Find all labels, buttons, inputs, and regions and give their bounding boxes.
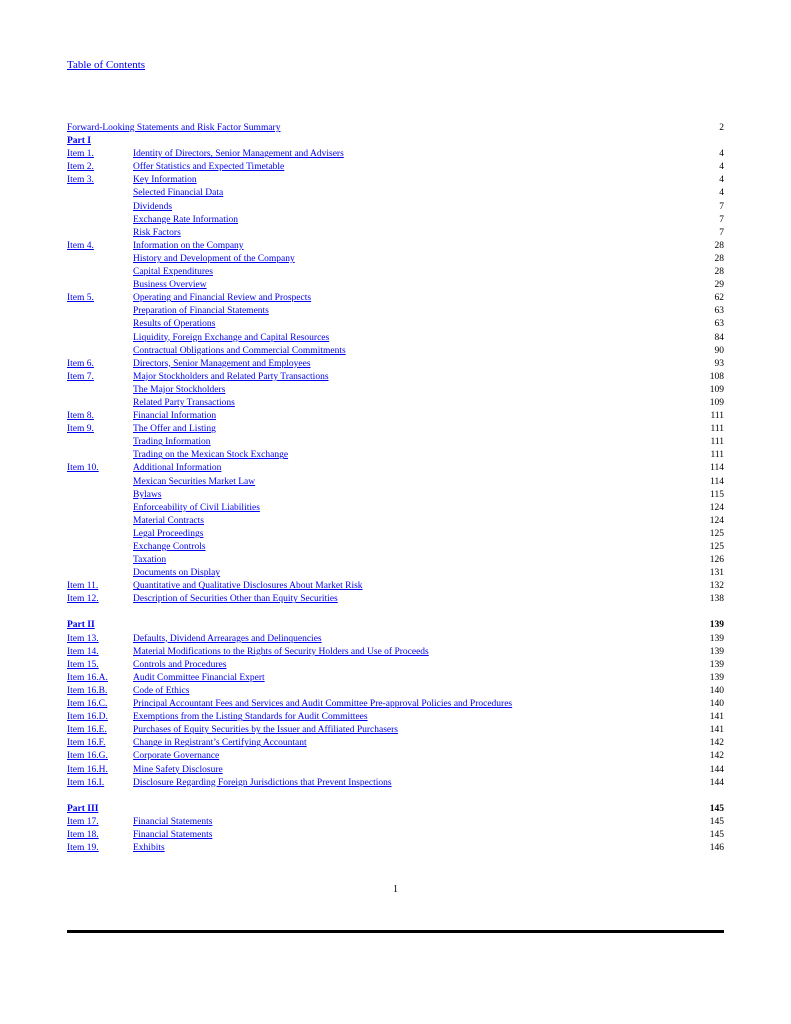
toc-row xyxy=(67,332,724,345)
toc-title-link[interactable]: Operating and Financial Review and Prospects xyxy=(133,293,312,304)
toc-page-number: 146 xyxy=(709,842,724,853)
toc-row xyxy=(67,462,724,475)
toc-title-link[interactable]: Key Information xyxy=(133,175,197,186)
toc-page-number: 63 xyxy=(714,306,724,317)
toc-row xyxy=(67,515,724,528)
toc-link-forward-looking[interactable]: Forward-Looking Statements and Risk Factor Summary xyxy=(67,123,281,133)
toc-row xyxy=(67,240,724,253)
toc-item-link[interactable]: Item 16.I. xyxy=(67,777,105,788)
toc-row xyxy=(67,489,724,502)
toc-item-link[interactable]: Item 14. xyxy=(67,646,99,657)
toc-row xyxy=(67,384,724,397)
toc-page-number: 124 xyxy=(709,515,724,526)
toc-page-number: 139 xyxy=(709,659,724,670)
toc-row xyxy=(67,646,724,659)
toc-title-link[interactable]: Results of Operations xyxy=(133,319,216,330)
part-3-rows xyxy=(67,816,724,855)
toc-title-link[interactable]: Exchange Controls xyxy=(133,542,206,552)
toc-title-link[interactable]: Selected Financial Data xyxy=(133,188,224,199)
toc-item-link[interactable]: Item 16.E. xyxy=(67,725,107,736)
toc-title-link[interactable]: Enforceability of Civil Liabilities xyxy=(133,502,260,513)
toc-page-number: 139 xyxy=(709,672,724,683)
toc-page-number: 140 xyxy=(709,685,724,696)
toc-row xyxy=(67,292,724,305)
toc-page-number: 4 xyxy=(719,188,724,199)
toc-title-link[interactable]: Financial Information xyxy=(133,411,217,422)
table-of-contents-link[interactable]: Table of Contents xyxy=(67,59,146,71)
toc-row xyxy=(67,279,724,292)
toc-page-number: 145 xyxy=(709,816,724,827)
toc-item-link[interactable]: Item 4. xyxy=(67,240,94,251)
toc-page-number: 139 xyxy=(709,633,724,644)
toc-row xyxy=(67,305,724,318)
toc-page-number: 125 xyxy=(709,542,724,552)
part-3-heading-row xyxy=(67,803,724,816)
toc-title-link[interactable]: Material Contracts xyxy=(133,515,204,526)
toc-item-link[interactable]: Item 10. xyxy=(67,463,99,474)
toc-page-number: 125 xyxy=(709,528,724,539)
toc-row xyxy=(67,659,724,672)
toc-row xyxy=(67,816,724,829)
toc-page-number: 115 xyxy=(710,489,724,500)
toc-title-link[interactable]: Identity of Directors, Senior Management and Advisers xyxy=(133,149,344,160)
toc-title-link[interactable]: Preparation of Financial Statements xyxy=(133,306,269,317)
toc-page-number: 93 xyxy=(714,358,724,369)
toc-page-number: 138 xyxy=(709,594,724,605)
toc-page-number: 4 xyxy=(719,149,724,160)
toc-title-link[interactable]: History and Development of the Company xyxy=(133,253,295,264)
toc-title-link[interactable]: Exchange Rate Information xyxy=(133,214,238,225)
toc-title-link[interactable]: Directors, Senior Management and Employees xyxy=(133,358,311,369)
toc-page-number: 144 xyxy=(709,764,724,775)
toc-page-number: 111 xyxy=(710,411,724,422)
toc-item-link[interactable]: Item 18. xyxy=(67,829,99,840)
toc-title-link[interactable]: Documents on Display xyxy=(133,568,221,579)
toc-item-link[interactable]: Item 16.F. xyxy=(67,738,106,749)
toc-title-link[interactable]: Business Overview xyxy=(133,280,207,291)
toc-title-link[interactable]: The Major Stockholders xyxy=(133,384,226,395)
table-of-contents xyxy=(67,122,724,855)
toc-row xyxy=(67,371,724,384)
toc-item-link[interactable]: Item 16.C. xyxy=(67,699,108,710)
toc-page-number: 109 xyxy=(709,397,724,408)
toc-page-number: 126 xyxy=(709,555,724,566)
toc-title-link[interactable]: Exemptions from the Listing Standards for Audit Committees xyxy=(133,712,368,723)
toc-row xyxy=(67,187,724,200)
toc-title-link[interactable]: Related Party Transactions xyxy=(133,397,235,408)
toc-row xyxy=(67,161,724,174)
toc-row xyxy=(67,214,724,227)
toc-item-link[interactable]: Item 16.H. xyxy=(67,764,108,775)
toc-item-link[interactable]: Item 6. xyxy=(67,358,94,369)
toc-row xyxy=(67,423,724,436)
toc-title-link[interactable]: Major Stockholders and Related Party Transactions xyxy=(133,371,329,382)
toc-page-number: 140 xyxy=(709,699,724,710)
toc-title-link[interactable]: Description of Securities Other than Equity Securities xyxy=(133,594,338,605)
toc-item-link[interactable]: Item 17. xyxy=(67,816,99,827)
toc-title-link[interactable]: Change in Registrant’s Certifying Accountant xyxy=(133,738,307,749)
part-3-page-number: 145 xyxy=(709,803,724,814)
toc-title-link[interactable]: Risk Factors xyxy=(133,227,181,238)
toc-item-link[interactable]: Item 5. xyxy=(67,293,94,304)
toc-row xyxy=(67,201,724,214)
toc-item-link[interactable]: Item 13. xyxy=(67,633,99,644)
toc-row xyxy=(67,174,724,187)
toc-page-number: 28 xyxy=(714,240,724,251)
toc-page-number: 63 xyxy=(714,319,724,330)
toc-item-link[interactable]: Item 1. xyxy=(67,149,94,160)
part-1-heading-row xyxy=(67,135,724,148)
toc-page-number: 142 xyxy=(709,738,724,749)
toc-title-link[interactable]: Taxation xyxy=(133,555,167,566)
toc-title-link[interactable]: Additional Information xyxy=(133,463,222,474)
toc-page-number: 108 xyxy=(709,371,724,382)
toc-row xyxy=(67,672,724,685)
toc-page-number: 28 xyxy=(714,253,724,264)
toc-row xyxy=(67,227,724,240)
toc-row xyxy=(67,449,724,462)
toc-page-number: 114 xyxy=(710,463,724,474)
toc-title-link[interactable]: Liquidity, Foreign Exchange and Capital Resources xyxy=(133,332,330,343)
toc-title-link[interactable]: Material Modifications to the Rights of Security Holders and Use of Proceeds xyxy=(133,646,429,657)
toc-item-link[interactable]: Item 16.A. xyxy=(67,672,108,683)
part-2-link[interactable]: Part II xyxy=(67,620,95,631)
toc-row-intro xyxy=(67,122,724,135)
toc-row xyxy=(67,842,724,855)
toc-title-link[interactable]: Capital Expenditures xyxy=(133,267,213,278)
toc-row xyxy=(67,528,724,541)
toc-page-number: 29 xyxy=(714,280,724,291)
toc-title-link[interactable]: Legal Proceedings xyxy=(133,528,204,539)
toc-item-link[interactable]: Item 8. xyxy=(67,411,94,422)
toc-page-number: 7 xyxy=(719,227,724,238)
toc-row xyxy=(67,711,724,724)
toc-row xyxy=(67,318,724,331)
page-divider-rule xyxy=(67,930,724,933)
toc-item-link[interactable]: Item 16.D. xyxy=(67,712,108,723)
toc-row xyxy=(67,410,724,423)
toc-page-number: 142 xyxy=(709,751,724,762)
toc-page-number: 114 xyxy=(710,476,724,487)
toc-page-number: 84 xyxy=(714,332,724,343)
toc-page-number: 141 xyxy=(709,712,724,723)
toc-page-number: 139 xyxy=(709,646,724,657)
toc-row xyxy=(67,580,724,593)
toc-item-link[interactable]: Item 7. xyxy=(67,371,94,382)
toc-page-number: 7 xyxy=(719,201,724,212)
toc-row xyxy=(67,685,724,698)
toc-row xyxy=(67,633,724,646)
toc-page-number: 62 xyxy=(714,293,724,304)
toc-page-number: 109 xyxy=(709,384,724,395)
toc-title-link[interactable]: Information on the Company xyxy=(133,240,244,251)
toc-page-number: 124 xyxy=(709,502,724,513)
toc-row xyxy=(67,436,724,449)
toc-title-link[interactable]: Mine Safety Disclosure xyxy=(133,764,223,775)
toc-page-number: 4 xyxy=(719,162,724,173)
part-1-rows xyxy=(67,148,724,606)
part-2-heading-row xyxy=(67,619,724,632)
toc-page-number: 4 xyxy=(719,175,724,186)
toc-page-number: 132 xyxy=(709,581,724,592)
toc-row xyxy=(67,266,724,279)
toc-title-link[interactable]: Mexican Securities Market Law xyxy=(133,476,256,487)
toc-item-link[interactable]: Item 3. xyxy=(67,175,94,186)
toc-title-link[interactable]: Dividends xyxy=(133,201,173,212)
toc-page-number: 90 xyxy=(714,345,724,356)
toc-row xyxy=(67,554,724,567)
toc-row xyxy=(67,567,724,580)
toc-row xyxy=(67,750,724,763)
part-2-page-number: 139 xyxy=(709,620,724,631)
toc-title-link[interactable]: Disclosure Regarding Foreign Jurisdictions that Prevent Inspections xyxy=(133,777,392,788)
toc-page-number: 7 xyxy=(719,214,724,225)
toc-row xyxy=(67,764,724,777)
toc-row xyxy=(67,777,724,790)
toc-item-link[interactable]: Item 16.B. xyxy=(67,685,108,696)
toc-row xyxy=(67,737,724,750)
toc-row xyxy=(67,698,724,711)
toc-row xyxy=(67,358,724,371)
toc-row xyxy=(67,829,724,842)
toc-title-link[interactable]: Audit Committee Financial Expert xyxy=(133,672,265,683)
toc-row xyxy=(67,541,724,554)
toc-title-link[interactable]: Contractual Obligations and Commercial Commitments xyxy=(133,345,346,356)
toc-page-number: 131 xyxy=(709,568,724,579)
page-number: 1 xyxy=(393,884,398,895)
toc-row xyxy=(67,502,724,515)
toc-title-link[interactable]: Trading on the Mexican Stock Exchange xyxy=(133,450,289,461)
toc-page-number: 145 xyxy=(709,829,724,840)
toc-title-link[interactable]: Trading Information xyxy=(133,437,211,448)
toc-item-link[interactable]: Item 9. xyxy=(67,424,94,435)
toc-item-link[interactable]: Item 11. xyxy=(67,581,99,592)
toc-item-link[interactable]: Item 15. xyxy=(67,659,99,670)
toc-title-link[interactable]: Financial Statements xyxy=(133,829,213,840)
toc-title-link[interactable]: Defaults, Dividend Arrearages and Delinquencies xyxy=(133,633,322,644)
toc-title-link[interactable]: Code of Ethics xyxy=(133,685,190,696)
toc-item-link[interactable]: Item 12. xyxy=(67,594,99,605)
toc-title-link[interactable]: Controls and Procedures xyxy=(133,659,227,670)
toc-page-number: 141 xyxy=(709,725,724,736)
toc-item-link[interactable]: Item 16.G. xyxy=(67,751,108,762)
toc-row xyxy=(67,593,724,606)
part-1-link[interactable]: Part I xyxy=(67,136,92,147)
toc-row xyxy=(67,345,724,358)
toc-page-number: 2 xyxy=(719,123,724,133)
toc-page-number: 144 xyxy=(709,777,724,788)
toc-title-link[interactable]: Corporate Governance xyxy=(133,751,220,762)
part-2-rows xyxy=(67,633,724,790)
toc-title-link[interactable]: Purchases of Equity Securities by the Issuer and Affiliated Purchasers xyxy=(133,725,398,736)
toc-item-link[interactable]: Item 19. xyxy=(67,842,99,853)
toc-title-link[interactable]: The Offer and Listing xyxy=(133,424,216,435)
toc-title-link[interactable]: Bylaws xyxy=(133,489,162,500)
toc-item-link[interactable]: Item 2. xyxy=(67,162,94,173)
toc-page-number: 111 xyxy=(710,450,724,461)
part-3-link[interactable]: Part III xyxy=(67,803,99,814)
toc-row xyxy=(67,253,724,266)
toc-row xyxy=(67,397,724,410)
toc-title-link[interactable]: Principal Accountant Fees and Services and Audit Committee Pre-approval Policies and Procedures xyxy=(133,699,513,710)
toc-page-number: 28 xyxy=(714,267,724,278)
toc-title-link[interactable]: Financial Statements xyxy=(133,816,213,827)
toc-row xyxy=(67,724,724,737)
toc-page-number: 111 xyxy=(710,437,724,448)
toc-title-link[interactable]: Offer Statistics and Expected Timetable xyxy=(133,162,285,173)
toc-row xyxy=(67,148,724,161)
toc-title-link[interactable]: Exhibits xyxy=(133,842,165,853)
toc-title-link[interactable]: Quantitative and Qualitative Disclosures About Market Risk xyxy=(133,581,363,592)
toc-row xyxy=(67,476,724,489)
toc-page-number: 111 xyxy=(710,424,724,435)
